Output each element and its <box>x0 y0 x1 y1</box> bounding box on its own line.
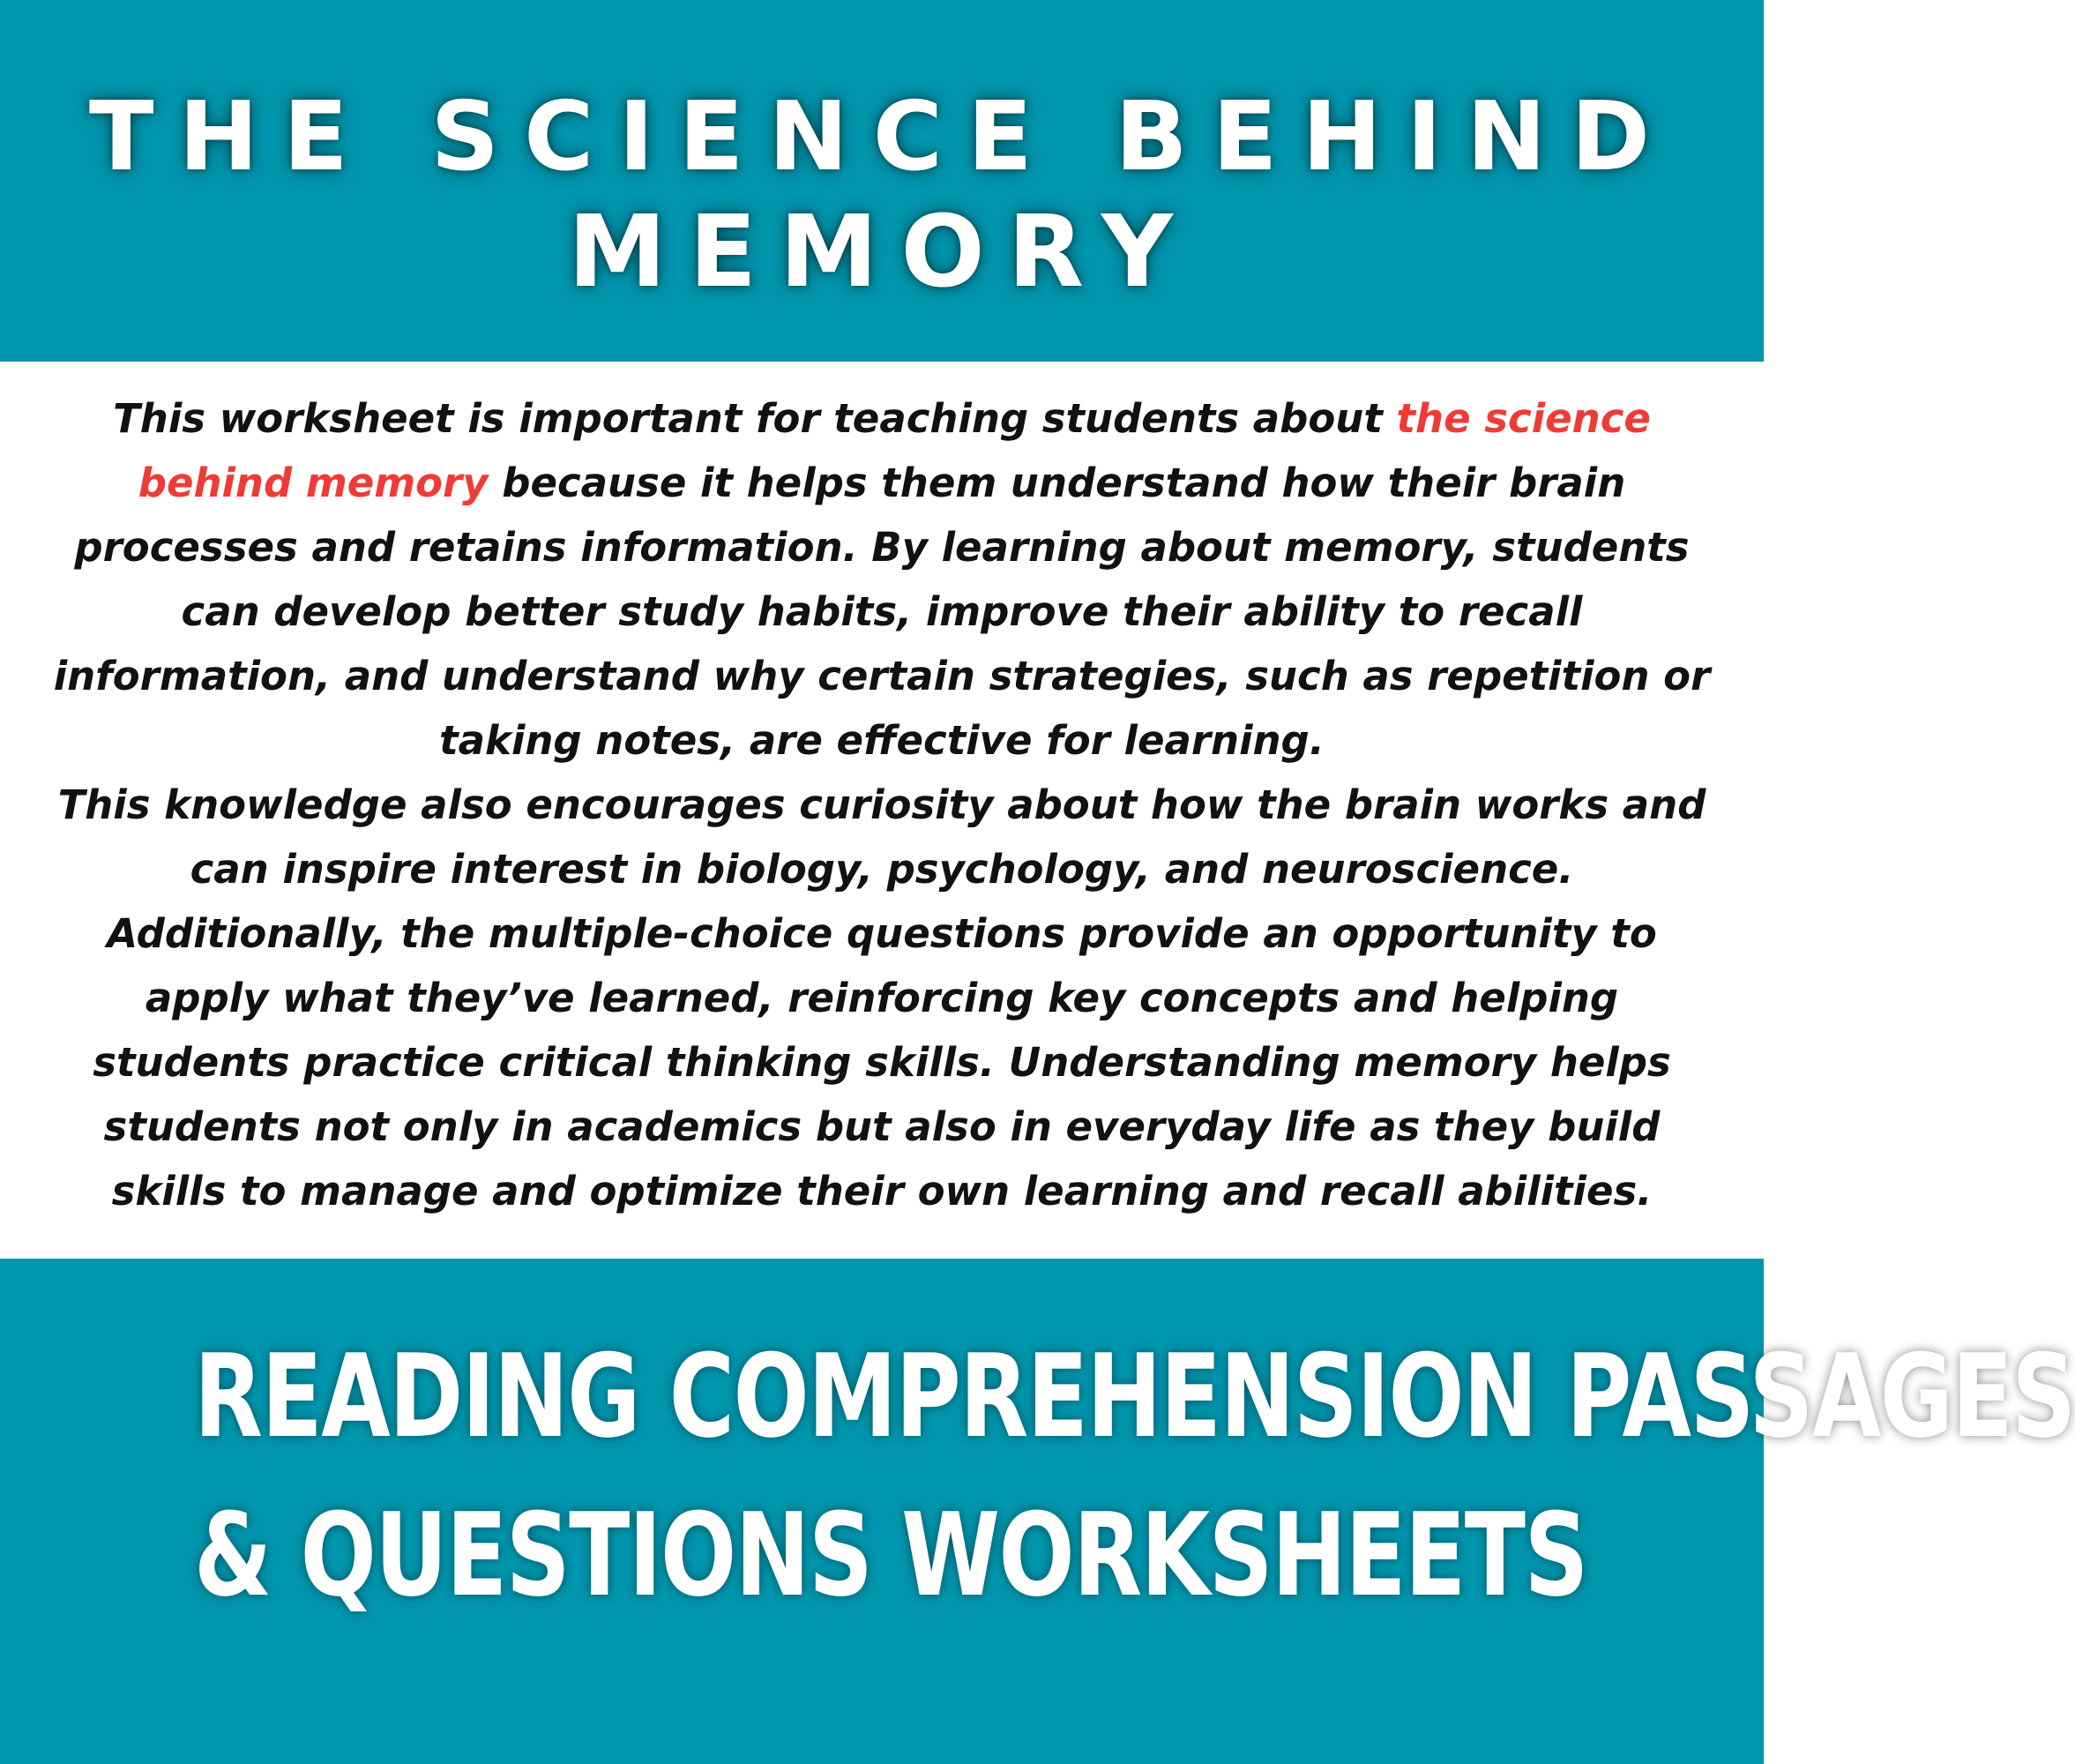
description-text <box>53 386 1711 1223</box>
description-highlight: the science behind memory <box>138 395 1651 506</box>
description-paragraph-2: This knowledge also encourages curiosity about how the brain works and can inspire interest in biology, psychology, and neuroscience. Additionally, the multiple-choice questions provide an opportunity to apply what they’ve learned, reinforcing key concepts and helping students practice critical thinking skills. Understanding memory helps students not only in academics but also in everyday life as they build skills to manage and optimize their own learning and recall abilities. <box>57 781 1706 1215</box>
description-part-2: because it helps them understand how their brain processes and retains information. By learning about memory, students can develop better study habits, improve their ability to recall information, and understand why certain strategies, such as repetition or taking notes, are effective for learning. <box>53 460 1711 764</box>
page-title-line-1: THE SCIENCE BEHIND <box>88 82 1676 192</box>
footer-title-line-1: READING COMPREHENSION PASSAGES <box>194 1329 2075 1463</box>
footer-title-line-2: & QUESTIONS WORKSHEETS <box>194 1488 1587 1622</box>
description-part-1: This worksheet is important for teaching students about <box>113 395 1397 442</box>
page-title-line-2: MEMORY <box>568 195 1196 310</box>
